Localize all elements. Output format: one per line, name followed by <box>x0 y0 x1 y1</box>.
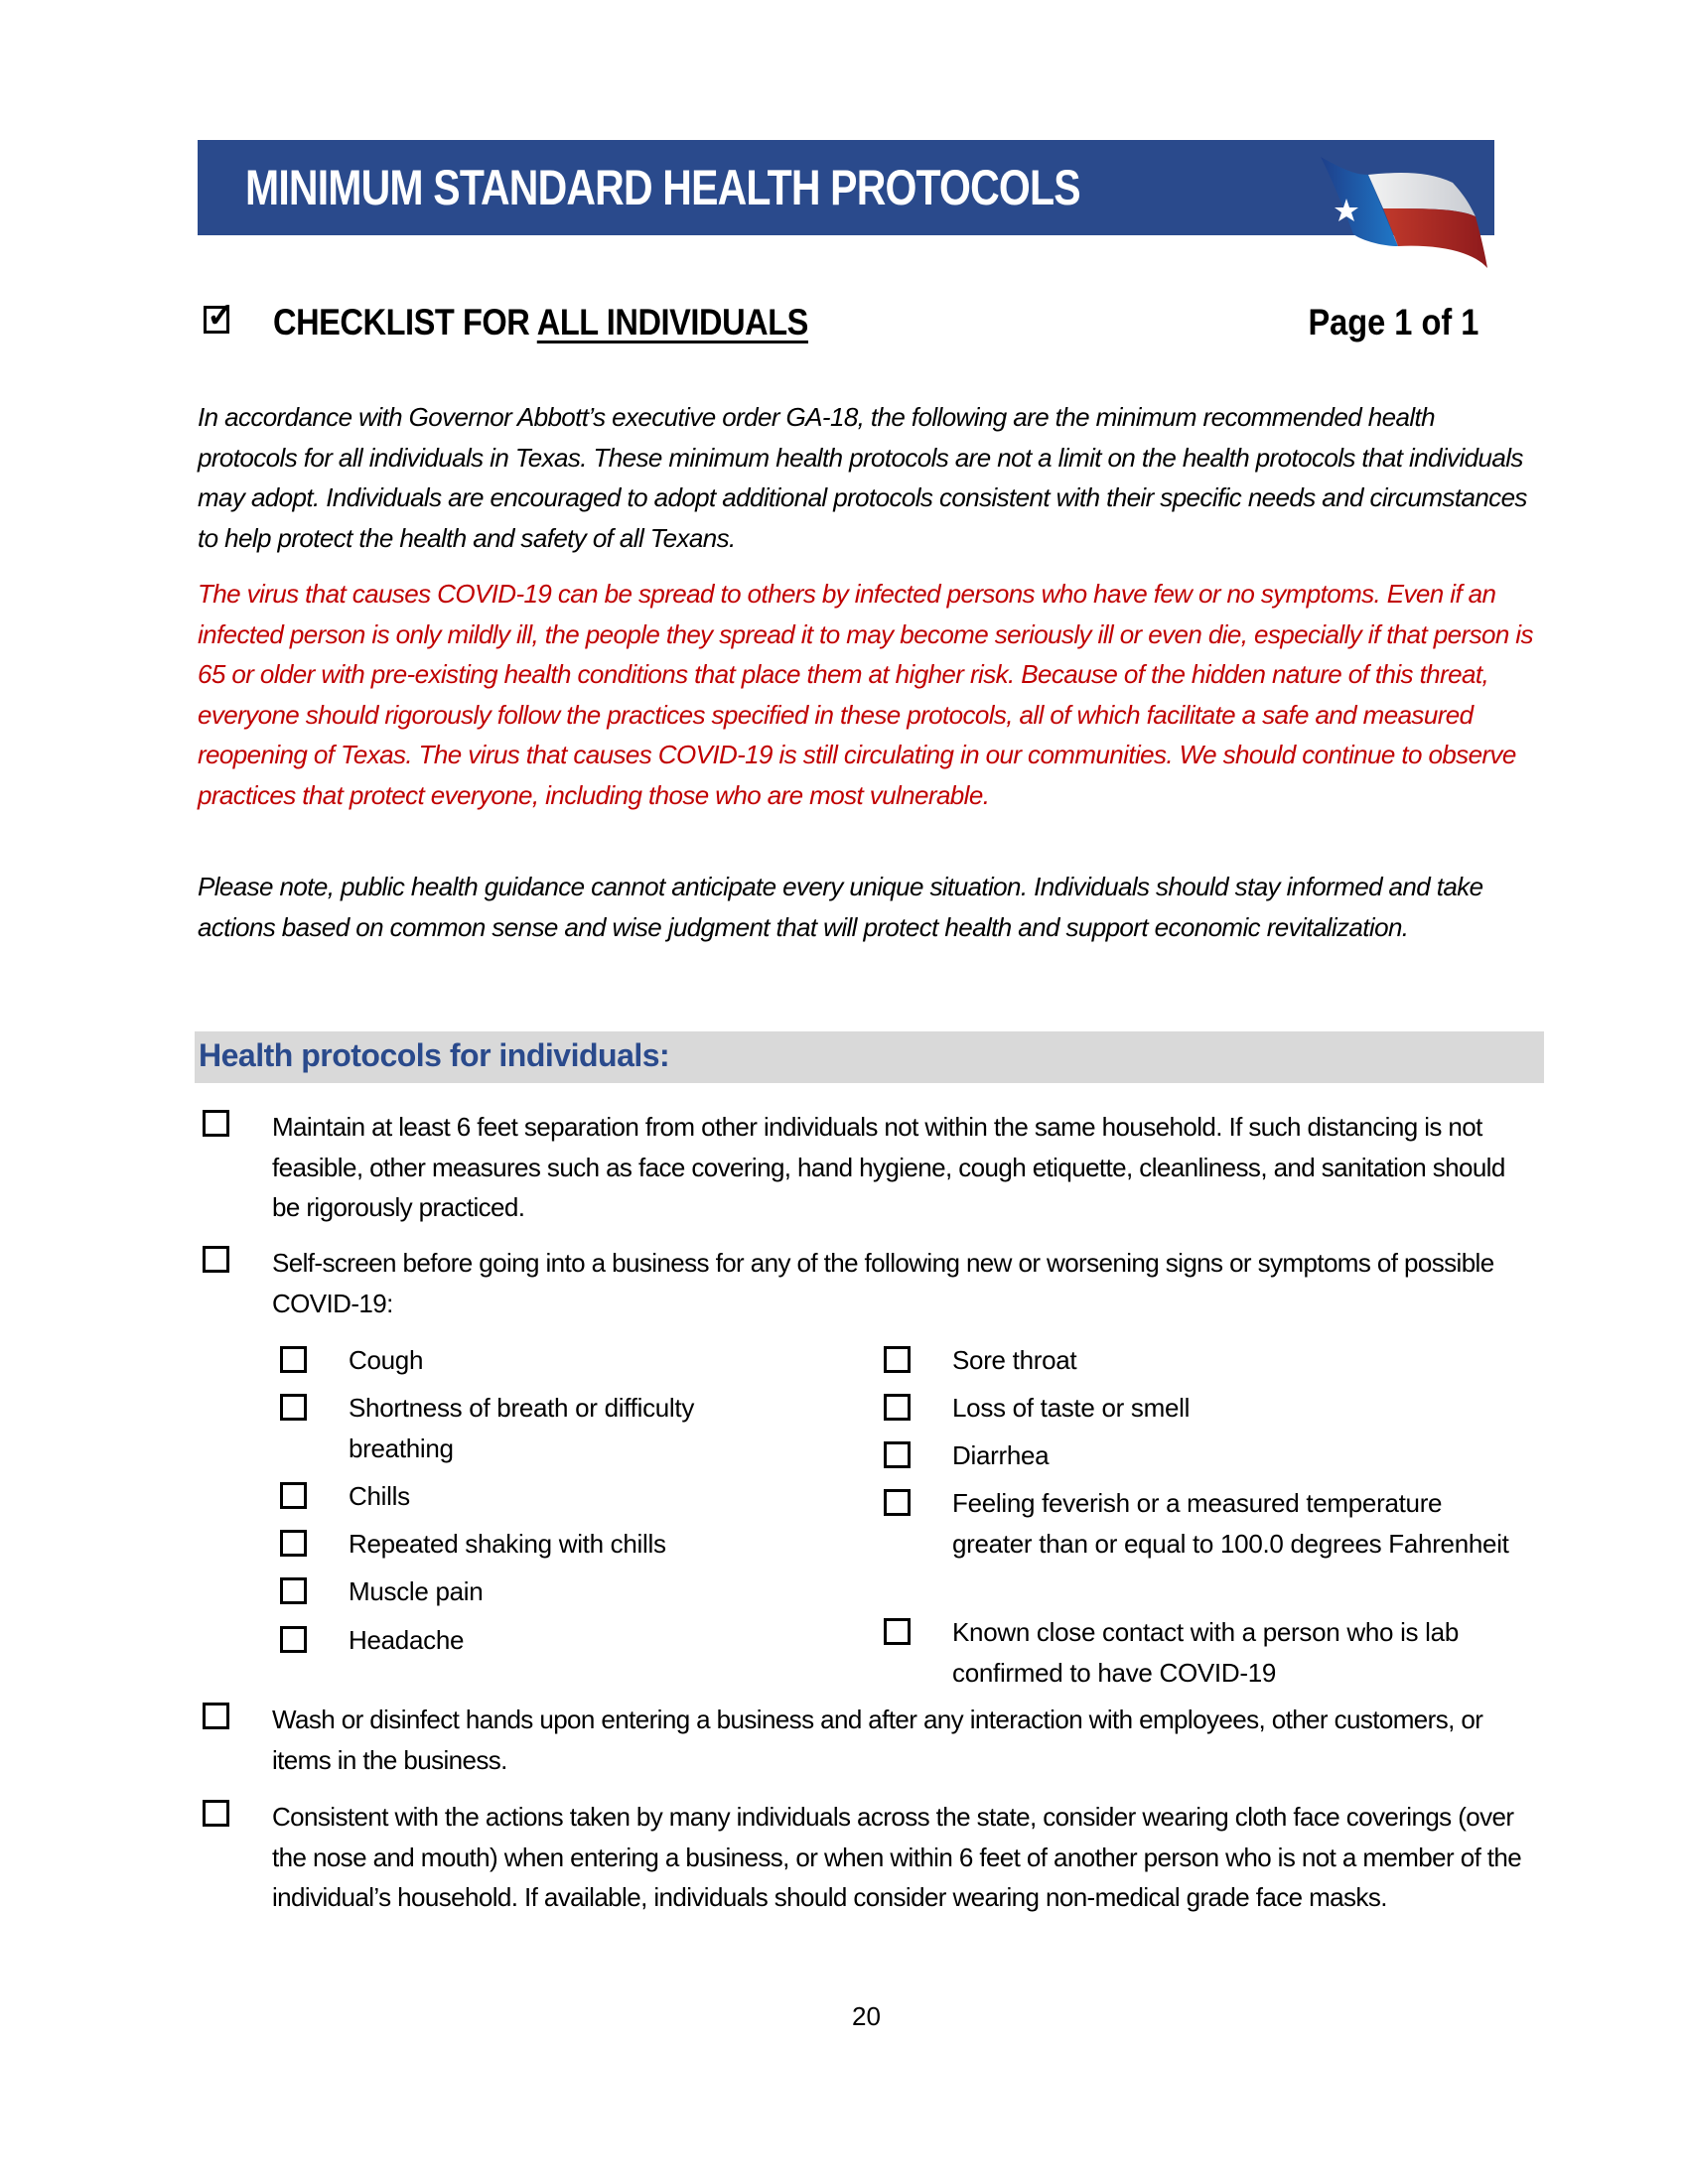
banner-title: MINIMUM STANDARD HEALTH PROTOCOLS <box>245 160 1080 215</box>
checkbox[interactable] <box>884 1618 911 1645</box>
symptom-text: Cough <box>349 1345 424 1375</box>
checkbox[interactable] <box>280 1346 307 1373</box>
checkbox[interactable] <box>884 1441 911 1468</box>
checkbox[interactable] <box>203 1246 229 1273</box>
checkbox[interactable] <box>203 1800 229 1827</box>
symptom-text: Headache <box>349 1625 465 1655</box>
symptom-text: Known close contact with a person who is lab confirmed to have COVID-19 <box>952 1617 1459 1688</box>
checkbox[interactable] <box>884 1346 911 1373</box>
protocol-item-text: Wash or disinfect hands upon entering a business and after any interaction with employees, other customers, or items in the business. <box>272 1705 1483 1775</box>
symptom-text: Muscle pain <box>349 1576 484 1606</box>
title-banner <box>198 140 1494 235</box>
checklist-heading <box>198 298 1478 347</box>
symptom-text: Loss of taste or smell <box>952 1393 1191 1423</box>
page-indicator: Page 1 of 1 <box>1308 302 1478 342</box>
protocol-item-text: Consistent with the actions taken by many individuals across the state, consider wearing cloth face coverings (over the nose and mouth) when entering a business, or when within 6 feet of another person who is not a member of the individual’s household. If available, individuals should consider wearing non-medical grade face masks. <box>272 1802 1522 1912</box>
symptom-text: Feeling feverish or a measured temperature greater than or equal to 100.0 degrees Fahrenheit <box>952 1488 1509 1559</box>
symptom-text: Shortness of breath or difficulty breathing <box>349 1393 695 1463</box>
checkbox[interactable] <box>203 1110 229 1137</box>
checkbox[interactable] <box>280 1626 307 1653</box>
warning-paragraph: The virus that causes COVID-19 can be spread to others by infected persons who have few or no symptoms. Even if an infected person is only mildly ill, the people they spread it to may become seriously ill or even die, especially if that person is 65 or older with pre-existing health conditions that place them at higher risk. Because of the hidden nature of this threat, everyone should rigorously follow the practices specified in these protocols, all of which facilitate a safe and measured reopening of Texas. The virus that causes COVID-19 is still circulating in our communities. We should continue to observe practices that protect everyone, including those who are most vulnerable. <box>198 579 1533 810</box>
checkbox[interactable] <box>280 1482 307 1509</box>
checklist-title-underlined: ALL INDIVIDUALS <box>536 302 808 342</box>
checked-box-icon: ✓ <box>204 306 229 334</box>
symptom-text: Repeated shaking with chills <box>349 1529 666 1559</box>
texas-flag-icon <box>1309 147 1487 271</box>
checkbox[interactable] <box>280 1577 307 1604</box>
checklist-title-prefix: CHECKLIST FOR <box>273 302 537 342</box>
section-header <box>195 1031 1544 1083</box>
checkbox[interactable] <box>280 1394 307 1421</box>
protocol-item-text: Maintain at least 6 feet separation from other individuals not within the same household. If such distancing is not feasible, other measures such as face covering, hand hygiene, cough etiquette, cleanliness, and sanitation should be rigorously practiced. <box>272 1112 1505 1222</box>
intro-paragraph: In accordance with Governor Abbott’s executive order GA-18, the following are the minimum recommended health protocols for all individuals in Texas. These minimum health protocols are not a limit on the health protocols that individuals may adopt. Individuals are encouraged to adopt additional protocols consistent with their specific needs and circumstances to help protect the health and safety of all Texans. <box>198 402 1527 553</box>
checkbox[interactable] <box>884 1394 911 1421</box>
note-paragraph: Please note, public health guidance cannot anticipate every unique situation. Individuals should stay informed and take actions based on common sense and wise judgment that will protect health and support economic revitalization. <box>198 872 1483 942</box>
symptom-text: Diarrhea <box>952 1440 1050 1470</box>
page-number: 20 <box>852 2001 881 2031</box>
checklist-title <box>273 302 808 343</box>
section-title: Health protocols for individuals: <box>199 1037 670 1073</box>
checkbox[interactable] <box>203 1703 229 1729</box>
protocol-item-text: Self-screen before going into a business for any of the following new or worsening signs or symptoms of possible COVID-19: <box>272 1248 1494 1318</box>
checkbox[interactable] <box>884 1489 911 1516</box>
symptom-text: Sore throat <box>952 1345 1077 1375</box>
symptom-text: Chills <box>349 1481 410 1511</box>
checkbox[interactable] <box>280 1530 307 1557</box>
